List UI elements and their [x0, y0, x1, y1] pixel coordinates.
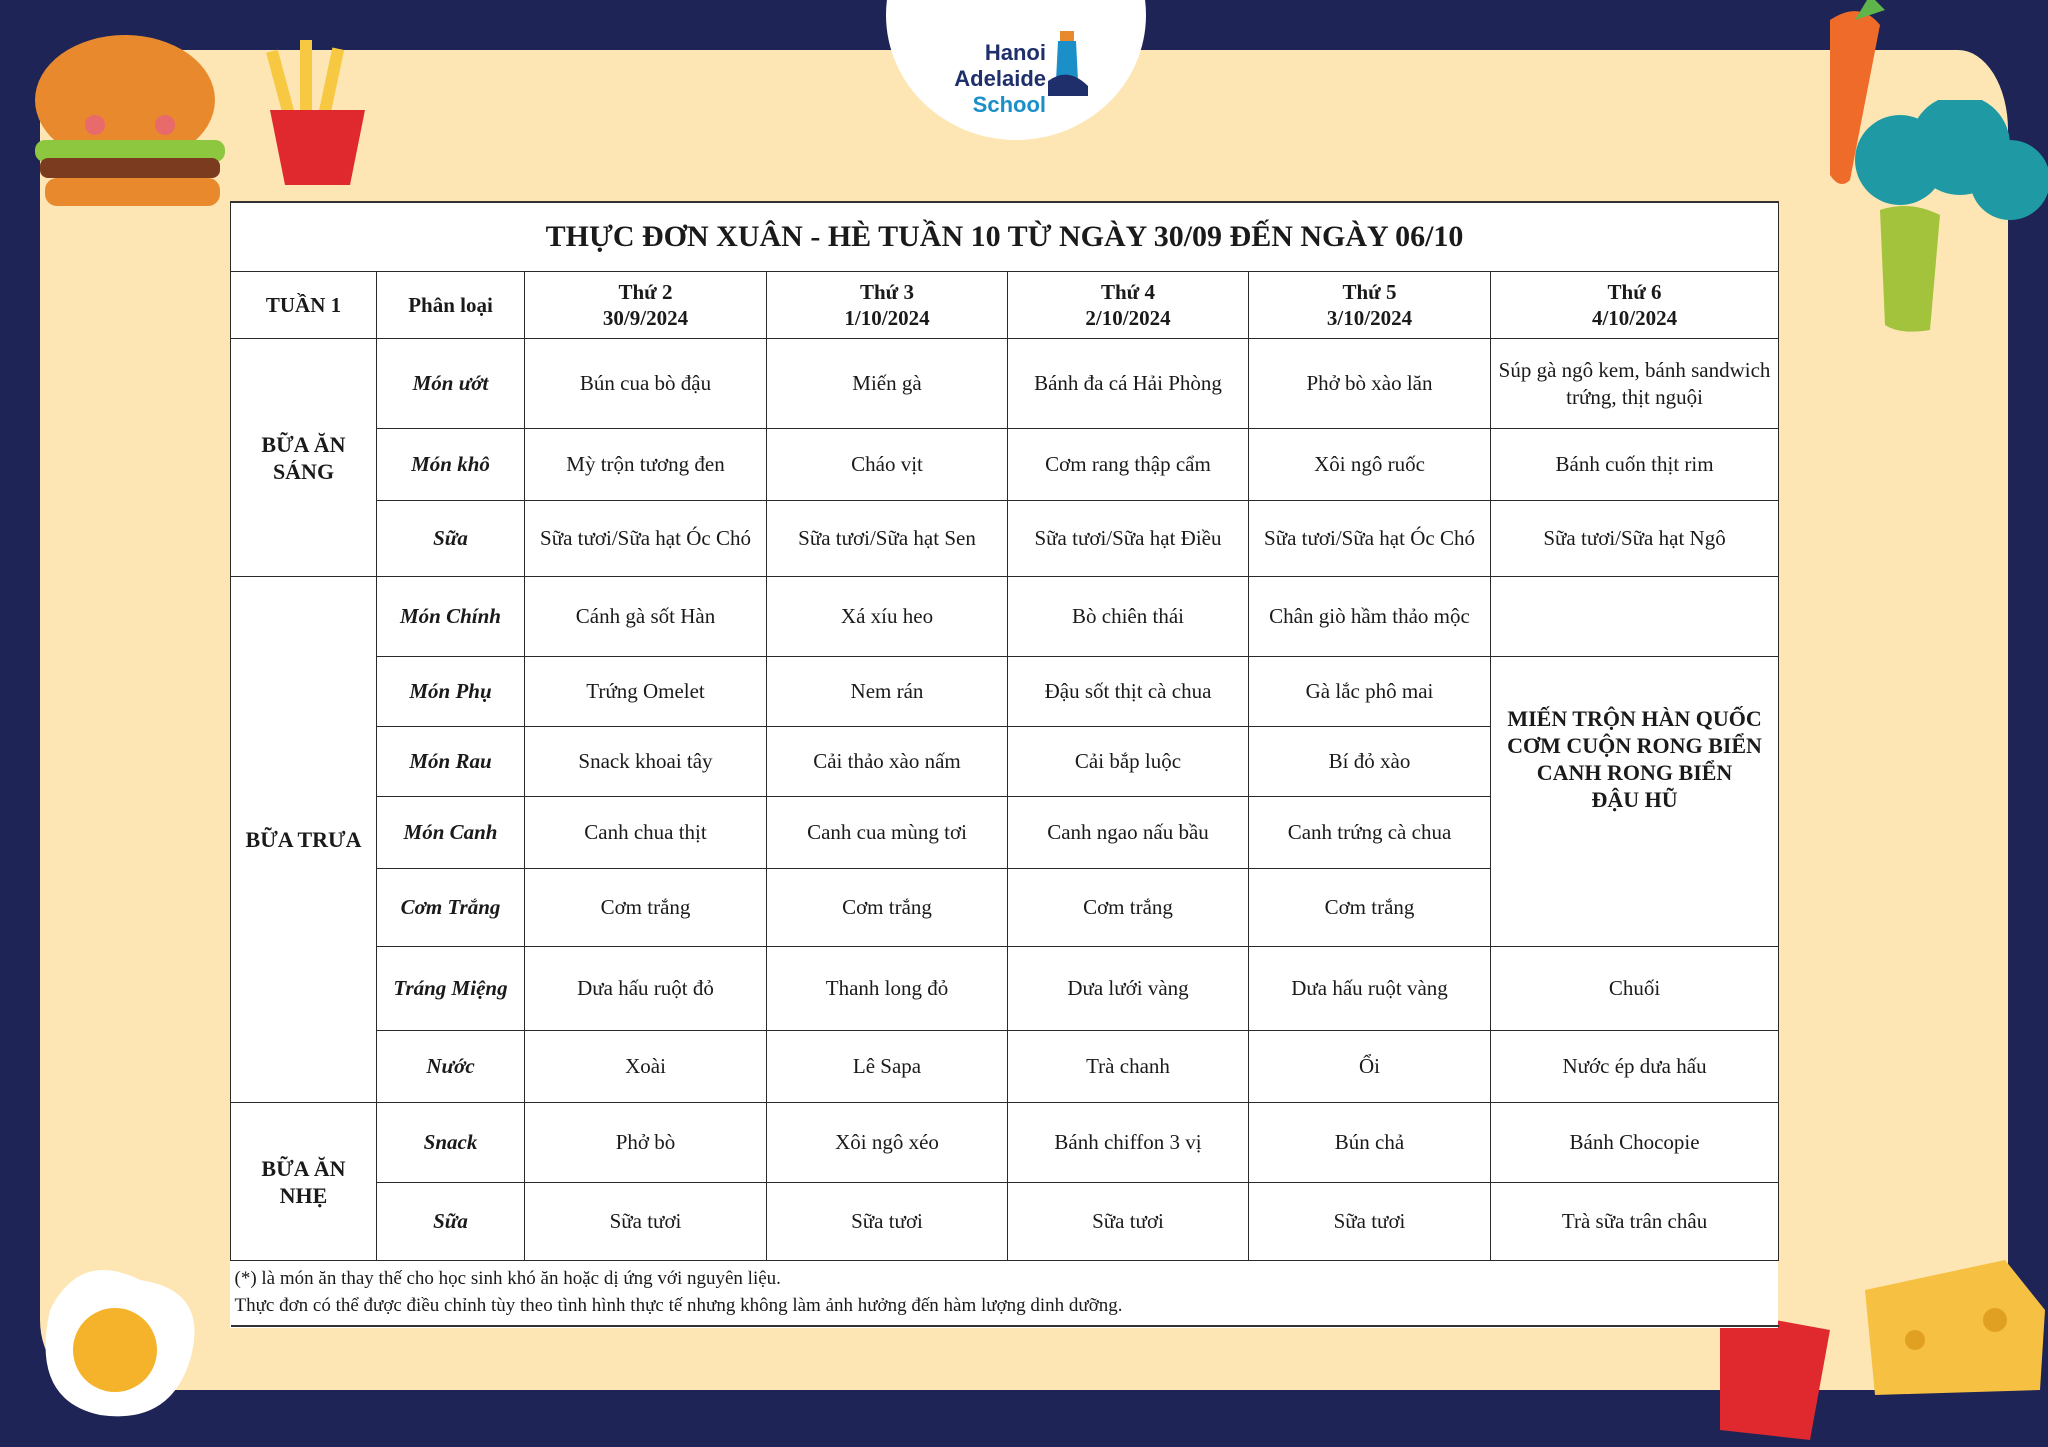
dish-cell: Bánh cuốn thịt rim	[1491, 429, 1779, 501]
category-cell: Món Canh	[377, 797, 525, 869]
dish-cell: Cánh gà sốt Hàn	[525, 577, 767, 657]
school-logo[interactable]	[940, 40, 1046, 118]
category-cell: Sữa	[377, 501, 525, 577]
category-cell: Cơm Trắng	[377, 869, 525, 947]
category-cell: Món khô	[377, 429, 525, 501]
dish-cell: Xoài	[525, 1031, 767, 1103]
dish-cell: Gà lắc phô mai	[1249, 657, 1491, 727]
day-header: Thứ 5 3/10/2024	[1249, 272, 1491, 339]
table-row	[231, 339, 1779, 429]
logo-line-hanoi: Hanoi	[984, 40, 1046, 65]
day-header: Thứ 4 2/10/2024	[1008, 272, 1249, 339]
dish-cell: Phở bò	[525, 1103, 767, 1183]
dish-cell: Bánh đa cá Hải Phòng	[1008, 339, 1249, 429]
dish-cell: Sữa tươi/Sữa hạt Sen	[767, 501, 1008, 577]
dish-cell: Bí đỏ xào	[1249, 727, 1491, 797]
dish-cell: Thanh long đỏ	[767, 947, 1008, 1031]
dish-cell: Sữa tươi	[525, 1183, 767, 1261]
dish-cell: Dưa hấu ruột vàng	[1249, 947, 1491, 1031]
burger-illustration	[15, 30, 235, 220]
dish-cell: Cháo vịt	[767, 429, 1008, 501]
dish-cell: Sữa tươi	[1249, 1183, 1491, 1261]
category-cell: Snack	[377, 1103, 525, 1183]
dish-cell: Cơm trắng	[525, 869, 767, 947]
dish-cell: Canh chua thịt	[525, 797, 767, 869]
day-header: Thứ 6 4/10/2024	[1491, 272, 1779, 339]
table-row	[231, 657, 1779, 727]
category-cell: Món Chính	[377, 577, 525, 657]
category-cell: Tráng Miệng	[377, 947, 525, 1031]
category-cell: Nước	[377, 1031, 525, 1103]
dish-cell: Đậu sốt thịt cà chua	[1008, 657, 1249, 727]
category-cell: Món Phụ	[377, 657, 525, 727]
cheese-illustration	[1855, 1250, 2048, 1400]
dish-cell: Lê Sapa	[767, 1031, 1008, 1103]
dish-cell: Cơm trắng	[1008, 869, 1249, 947]
category-cell: Sữa	[377, 1183, 525, 1261]
dish-cell: Sữa tươi/Sữa hạt Ngô	[1491, 501, 1779, 577]
dish-cell: Trà chanh	[1008, 1031, 1249, 1103]
dish-cell: Bún cua bò đậu	[525, 339, 767, 429]
lighthouse-icon	[1048, 26, 1088, 96]
friday-special-lunch: MIẾN TRỘN HÀN QUỐC CƠM CUỘN RONG BIỂN CANH RONG BIỂN ĐẬU HŨ	[1491, 657, 1779, 947]
dish-cell: Trứng Omelet	[525, 657, 767, 727]
dish-cell: Trà sữa trân châu	[1491, 1183, 1779, 1261]
dish-cell: Bánh chiffon 3 vị	[1008, 1103, 1249, 1183]
week-header: TUẦN 1	[231, 272, 377, 339]
dish-cell: Miến gà	[767, 339, 1008, 429]
fries-illustration	[245, 40, 385, 190]
menu-title: THỰC ĐƠN XUÂN - HÈ TUẦN 10 TỪ NGÀY 30/09 ĐẾN NGÀY 06/10	[231, 202, 1779, 272]
category-cell: Món ướt	[377, 339, 525, 429]
dish-cell: Nem rán	[767, 657, 1008, 727]
dish-cell: Canh trứng cà chua	[1249, 797, 1491, 869]
day-header: Thứ 3 1/10/2024	[767, 272, 1008, 339]
category-header: Phân loại	[377, 272, 525, 339]
dish-cell: Cơm trắng	[767, 869, 1008, 947]
dish-cell: Canh ngao nấu bầu	[1008, 797, 1249, 869]
dish-cell: Bò chiên thái	[1008, 577, 1249, 657]
dish-cell: Snack khoai tây	[525, 727, 767, 797]
day-header: Thứ 2 30/9/2024	[525, 272, 767, 339]
menu-notes	[231, 1261, 1779, 1327]
empty-cell	[1491, 577, 1779, 657]
meal-label-snack: BỮA ĂN NHẸ	[231, 1103, 377, 1261]
weekly-menu-table	[230, 201, 1779, 1327]
table-row	[231, 1103, 1779, 1183]
dish-cell: Chuối	[1491, 947, 1779, 1031]
dish-cell: Sữa tươi	[1008, 1183, 1249, 1261]
dish-cell: Súp gà ngô kem, bánh sandwich trứng, thịt nguội	[1491, 339, 1779, 429]
dish-cell: Cơm trắng	[1249, 869, 1491, 947]
dish-cell: Sữa tươi/Sữa hạt Óc Chó	[1249, 501, 1491, 577]
dish-cell: Nước ép dưa hấu	[1491, 1031, 1779, 1103]
dish-cell: Sữa tươi/Sữa hạt Điều	[1008, 501, 1249, 577]
table-row	[231, 577, 1779, 657]
dish-cell: Sữa tươi	[767, 1183, 1008, 1261]
table-row	[231, 1183, 1779, 1261]
dish-cell: Mỳ trộn tương đen	[525, 429, 767, 501]
dish-cell: Xôi ngô xéo	[767, 1103, 1008, 1183]
dish-cell: Ổi	[1249, 1031, 1491, 1103]
dish-cell: Bún chả	[1249, 1103, 1491, 1183]
egg-illustration	[20, 1250, 210, 1430]
menu-table-container	[230, 201, 1778, 1328]
dish-cell: Cải thảo xào nấm	[767, 727, 1008, 797]
table-row	[231, 501, 1779, 577]
logo-line-adelaide: Adelaide	[954, 66, 1046, 91]
dish-cell: Xá xíu heo	[767, 577, 1008, 657]
logo-line-school: School	[972, 92, 1046, 117]
note-line: (*) là món ăn thay thế cho học sinh khó ăn hoặc dị ứng với nguyên liệu.	[234, 1268, 781, 1289]
dish-cell: Chân giò hầm thảo mộc	[1249, 577, 1491, 657]
category-cell: Món Rau	[377, 727, 525, 797]
dish-cell: Cơm rang thập cẩm	[1008, 429, 1249, 501]
dish-cell: Xôi ngô ruốc	[1249, 429, 1491, 501]
dish-cell: Dưa lưới vàng	[1008, 947, 1249, 1031]
meal-label-breakfast: BỮA ĂN SÁNG	[231, 339, 377, 577]
broccoli-illustration	[1840, 100, 2048, 340]
dish-cell: Sữa tươi/Sữa hạt Óc Chó	[525, 501, 767, 577]
dish-cell: Phở bò xào lăn	[1249, 339, 1491, 429]
dish-cell: Bánh Chocopie	[1491, 1103, 1779, 1183]
meal-label-lunch: BỮA TRƯA	[231, 577, 377, 1103]
dish-cell: Canh cua mùng tơi	[767, 797, 1008, 869]
table-row	[231, 947, 1779, 1031]
dish-cell: Cải bắp luộc	[1008, 727, 1249, 797]
note-line: Thực đơn có thể được điều chỉnh tùy theo tình hình thực tế nhưng không làm ảnh hưởng đến hàm lượng dinh dưỡng.	[234, 1295, 1123, 1316]
table-row	[231, 1031, 1779, 1103]
dish-cell: Dưa hấu ruột đỏ	[525, 947, 767, 1031]
table-row	[231, 429, 1779, 501]
